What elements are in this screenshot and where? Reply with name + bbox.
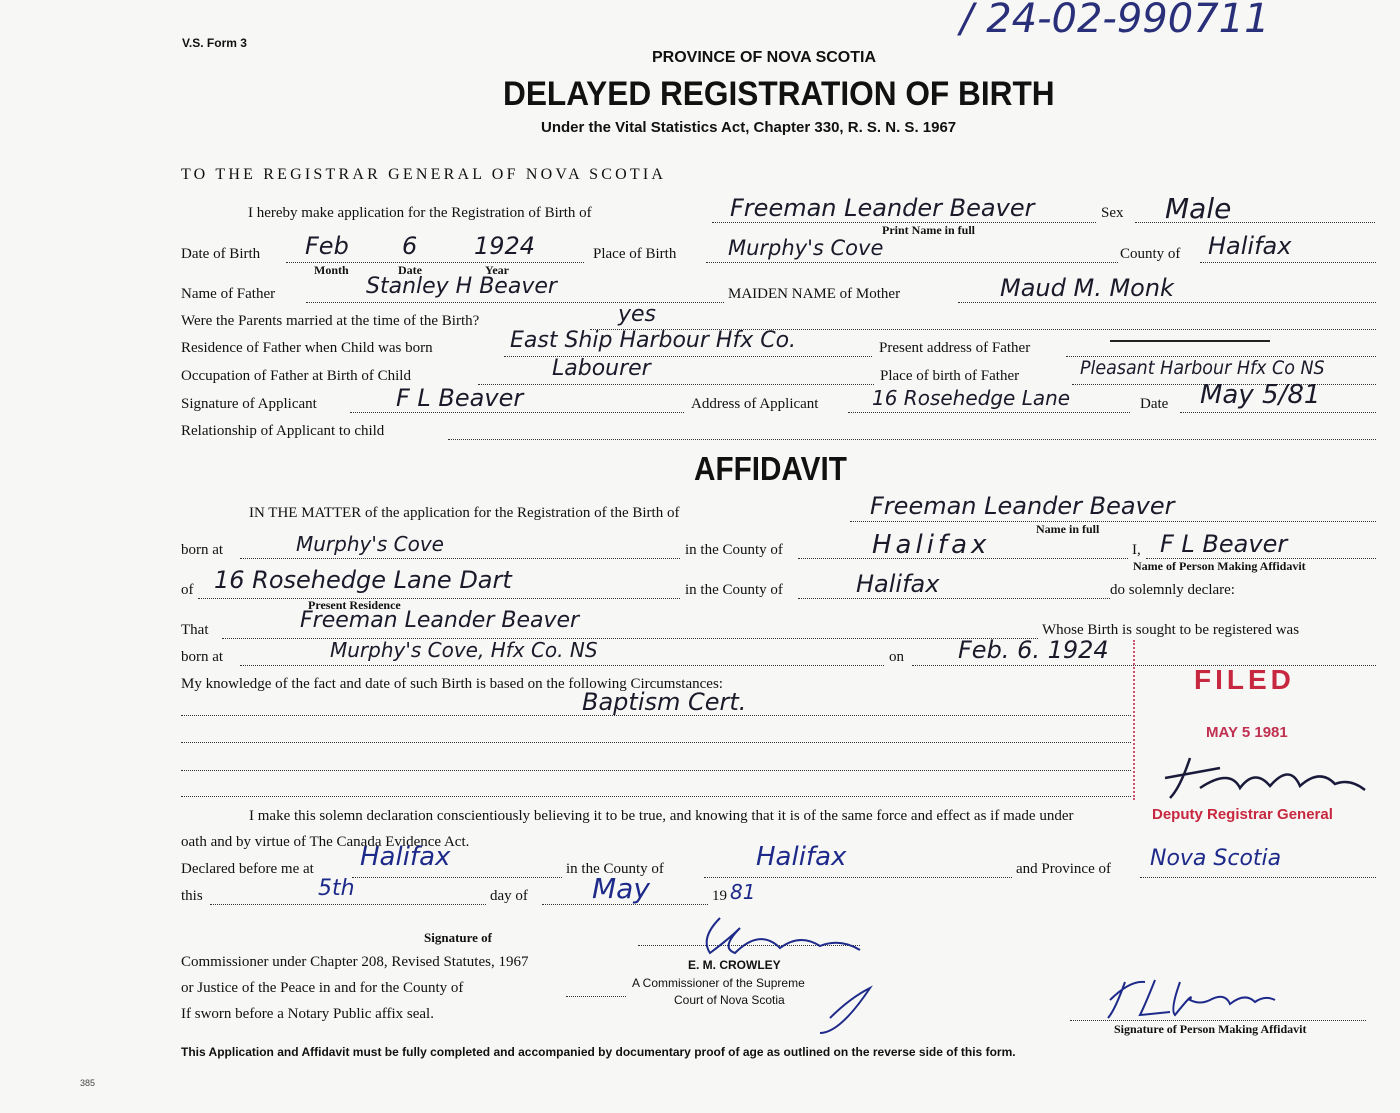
residence-field: East Ship Harbour Hfx Co. (510, 328, 797, 353)
commissioner-title: A Commissioner of the Supreme (632, 976, 805, 990)
occupation-label: Occupation of Father at Birth of Child (181, 368, 411, 384)
knowledge-label: My knowledge of the fact and date of such Birth is based on the following Circumstances: (181, 676, 723, 692)
affidavit-heading: AFFIDAVIT (694, 450, 847, 487)
father-field: Stanley H Beaver (366, 274, 557, 299)
stamp-title: Deputy Registrar General (1152, 806, 1333, 823)
sex-label: Sex (1101, 205, 1124, 221)
county-field-2: Halifax (856, 570, 940, 598)
this-label: this (181, 888, 203, 904)
deponent-signature-caption: Signature of Person Making Affidavit (1114, 1022, 1307, 1036)
applicant-address-label: Address of Applicant (691, 396, 819, 412)
born-at2-field: Murphy's Cove, Hfx Co. NS (330, 638, 598, 662)
on-label: on (889, 649, 904, 665)
affidavit-residence-field: 16 Rosehedge Lane Dart (214, 566, 512, 594)
county-label-affidavit: in the County of (685, 542, 783, 558)
that-label: That (181, 622, 209, 638)
dob-year: 1924 (474, 232, 536, 260)
father-birthplace-label: Place of birth of Father (880, 368, 1020, 384)
form-title: DELAYED REGISTRATION OF BIRTH (503, 75, 1055, 113)
declare-label: do solemnly declare: (1110, 582, 1235, 598)
signature-of-caption: Signature of (424, 930, 493, 945)
county-field-affidavit: Halifax (872, 530, 991, 560)
mother-field: Maud M. Monk (1000, 274, 1174, 302)
place-label: Place of Birth (593, 246, 677, 262)
to-registrar: TO THE REGISTRAR GENERAL OF NOVA SCOTIA (181, 166, 667, 183)
date-label: Date (1140, 396, 1169, 412)
county3-field: Halifax (756, 842, 847, 872)
deponent-signature (1100, 970, 1280, 1022)
year-prefix: 19 (712, 888, 727, 904)
mother-label: MAIDEN NAME of Mother (728, 286, 901, 302)
province-heading: PROVINCE OF NOVA SCOTIA (652, 49, 877, 66)
matter-label: IN THE MATTER of the application for the Registration of the Birth of (249, 505, 680, 521)
occupation-field: Labourer (552, 356, 651, 381)
circumstance-field: Baptism Cert. (582, 688, 747, 716)
born-at2-label: born at (181, 649, 224, 665)
solemn-line-1: I make this solemn declaration conscientiously believing it to be true, and knowing that it is of the same force and effect as if made under (249, 808, 1074, 824)
affidavit-name-field: Freeman Leander Beaver (870, 492, 1175, 520)
solemn-line-2: oath and by virtue of The Canada Evidence Act. (181, 834, 470, 850)
of-label: of (181, 582, 194, 598)
county-label: County of (1120, 246, 1181, 262)
stamp-border (1133, 640, 1137, 800)
place-field: Murphy's Cove (728, 236, 884, 260)
year-suffix: 81 (730, 880, 756, 904)
declared-label: Declared before me at (181, 861, 314, 877)
commissioner-line: Commissioner under Chapter 208, Revised Statutes, 1967 (181, 954, 529, 970)
registrar-signature (1160, 748, 1370, 808)
sex-field: Male (1165, 192, 1232, 225)
applicant-signature: F L Beaver (396, 384, 524, 412)
married-label: Were the Parents married at the time of the Birth? (181, 313, 480, 329)
deponent-field: F L Beaver (1160, 530, 1288, 558)
name-caption: Name in full (1036, 522, 1100, 536)
commissioner-signature (680, 908, 880, 1038)
born-at-label: born at (181, 542, 224, 558)
residence-caption: Present Residence (308, 598, 401, 612)
file-number: / 24-02-990711 (960, 0, 1270, 42)
form-number: V.S. Form 3 (182, 36, 247, 50)
on-date-field: Feb. 6. 1924 (958, 636, 1109, 664)
father-label: Name of Father (181, 286, 276, 302)
apply-label: I hereby make application for the Registration of Birth of (248, 205, 592, 221)
that-name-field: Freeman Leander Beaver (300, 608, 580, 633)
justice-line: or Justice of the Peace in and for the County of (181, 980, 464, 996)
sought-label: Whose Birth is sought to be registered was (1042, 622, 1300, 638)
stamp-date: MAY 5 1981 (1206, 724, 1288, 741)
year-caption: Year (485, 263, 509, 277)
filed-stamp: FILED (1194, 664, 1295, 695)
corner-code: 385 (80, 1078, 96, 1088)
province-field: Nova Scotia (1150, 846, 1282, 871)
commissioner-name: E. M. CROWLEY (688, 958, 781, 972)
province-label: and Province of (1016, 861, 1111, 877)
county-field: Halifax (1208, 232, 1292, 260)
deponent-caption: Name of Person Making Affidavit (1133, 559, 1306, 573)
relationship-label: Relationship of Applicant to child (181, 423, 385, 439)
applicant-address-field: 16 Rosehedge Lane (872, 386, 1071, 410)
footer-note: This Application and Affidavit must be fully completed and accompanied by documentary proof of age as outlined on the reverse side of this form. (181, 1045, 1016, 1059)
date-caption: Date (398, 263, 422, 277)
signature-label: Signature of Applicant (181, 396, 317, 412)
day-field: 5th (318, 876, 355, 901)
dob-month: Feb (305, 232, 349, 260)
notary-line: If sworn before a Notary Public affix seal. (181, 1006, 434, 1022)
i-label: I, (1132, 542, 1141, 558)
married-field: yes (618, 302, 657, 327)
present-address-label: Present address of Father (879, 340, 1031, 356)
born-at-field: Murphy's Cove (296, 532, 444, 556)
dob-label: Date of Birth (181, 246, 261, 262)
dob-date: 6 (402, 232, 418, 260)
county-label-2: in the County of (685, 582, 783, 598)
county3-label: in the County of (566, 861, 664, 877)
month-field: May (592, 872, 650, 905)
residence-label: Residence of Father when Child was born (181, 340, 433, 356)
father-birthplace-field: Pleasant Harbour Hfx Co NS (1080, 357, 1325, 379)
day-of-label: day of (490, 888, 528, 904)
month-caption: Month (314, 263, 349, 277)
act-subtitle: Under the Vital Statistics Act, Chapter 330, R. S. N. S. 1967 (541, 119, 957, 136)
commissioner-court: Court of Nova Scotia (674, 993, 785, 1007)
present-address-dash (1110, 340, 1270, 342)
declared-at-field: Halifax (360, 842, 451, 872)
application-date-field: May 5/81 (1200, 380, 1321, 410)
print-name-caption: Print Name in full (882, 223, 975, 237)
child-name-field: Freeman Leander Beaver (730, 194, 1035, 222)
